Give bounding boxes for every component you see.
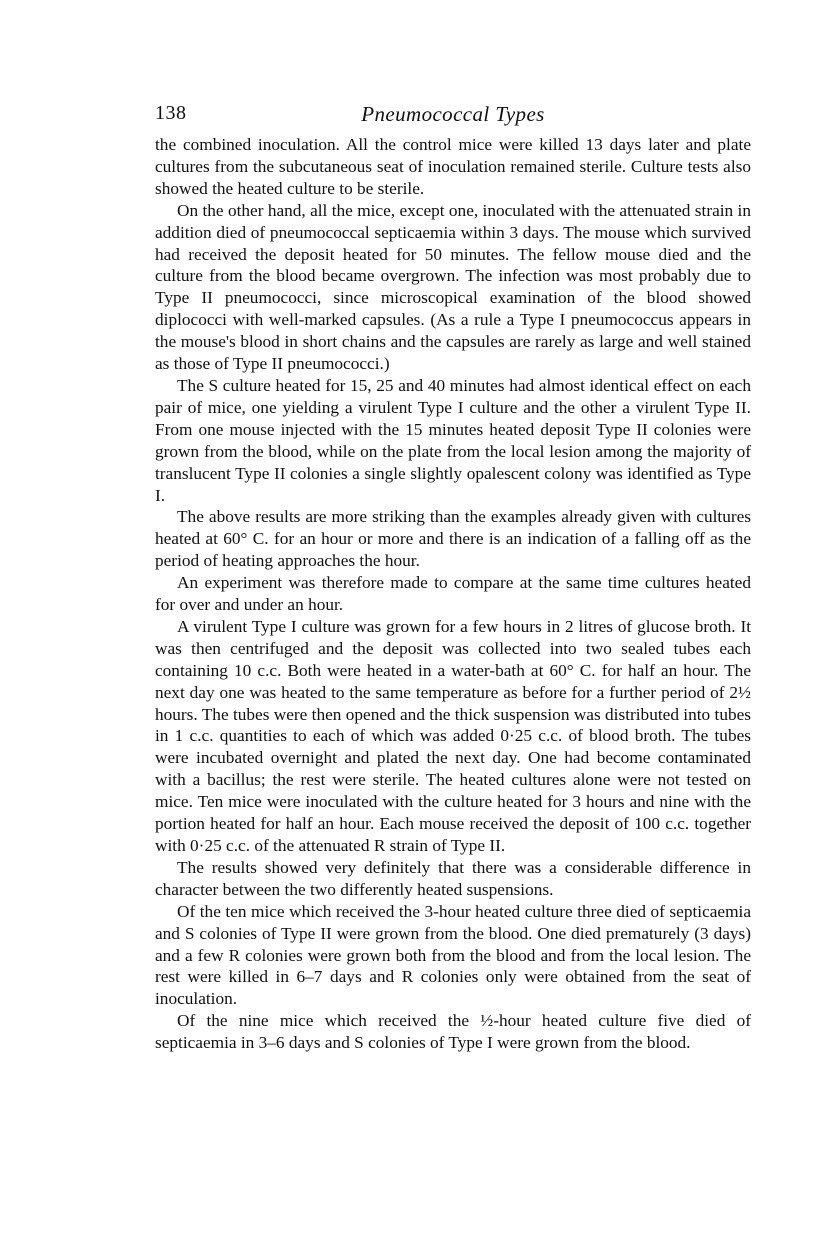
paragraph: On the other hand, all the mice, except one, inoculated with the attenuated strain in addition died of pneumococcal septicaemia within 3 days. The mouse which survived had received the deposit heated for 50 minutes. The fellow mouse died and the culture from the blood became overgrown. The infection was most probably due to Type II pneumococci, since microscopical examination of the blood showed diplococci with well-marked capsules. (As a rule a Type I pneumococcus appears in the mouse's blood in short chains and the capsules are rarely as large and well stained as those of Type II pneumococci.) <box>155 200 751 374</box>
paragraph: Of the ten mice which received the 3-hour heated culture three died of septicaemia and S colonies of Type II were grown from the blood. One died prematurely (3 days) and a few R colonies were grown both from the blood and from the local lesion. The rest were killed in 6–7 days and R colonies only were obtained from the seat of inoculation. <box>155 901 751 1009</box>
paragraph: The results showed very definitely that there was a considerable difference in character between the two differently heated suspensions. <box>155 857 751 899</box>
paragraph: A virulent Type I culture was grown for a few hours in 2 litres of glucose broth. It was then centrifuged and the deposit was collected into two sealed tubes each containing 10 c.c. Both were heated in a water-bath at 60° C. for half an hour. The next day one was heated to the same temperature as before for a further period of 2½ hours. The tubes were then opened and the thick suspension was distributed into tubes in 1 c.c. quantities to each of which was added 0·25 c.c. of blood broth. The tubes were incubated overnight and plated the next day. One had become contaminated with a bacillus; the rest were sterile. The heated cultures alone were not tested on mice. Ten mice were inoculated with the culture heated for 3 hours and nine with the portion heated for half an hour. Each mouse received the deposit of 100 c.c. together with 0·25 c.c. of the attenuated R strain of Type II. <box>155 616 751 855</box>
paragraph: An experiment was therefore made to compare at the same time cultures heated for over and under an hour. <box>155 573 751 615</box>
paragraph: Of the nine mice which received the ½-hour heated culture five died of septicaemia in 3–6 days and S colonies of Type I were grown from the blood. <box>155 1011 751 1053</box>
running-header <box>155 102 751 128</box>
page-number: 138 <box>155 102 187 124</box>
paragraph: The S culture heated for 15, 25 and 40 minutes had almost identical effect on each pair of mice, one yielding a virulent Type I culture and the other a virulent Type II. From one mouse injected with the 15 minutes heated deposit Type II colonies were grown from the blood, while on the plate from the local lesion among the majority of translucent Type II colonies a single slightly opalescent colony was identified as Type I. <box>155 375 751 505</box>
running-title: Pneumococcal Types <box>361 102 545 126</box>
paragraph-continuation: the combined inoculation. All the control mice were killed 13 days later and plate cultures from the subcutaneous seat of inoculation remained sterile. Culture tests also showed the heated culture to be sterile. <box>155 135 751 198</box>
paragraph: The above results are more striking than the examples already given with cultures heated at 60° C. for an hour or more and there is an indication of a falling off as the period of heating approaches the hour. <box>155 507 751 571</box>
body-text <box>155 134 751 1054</box>
